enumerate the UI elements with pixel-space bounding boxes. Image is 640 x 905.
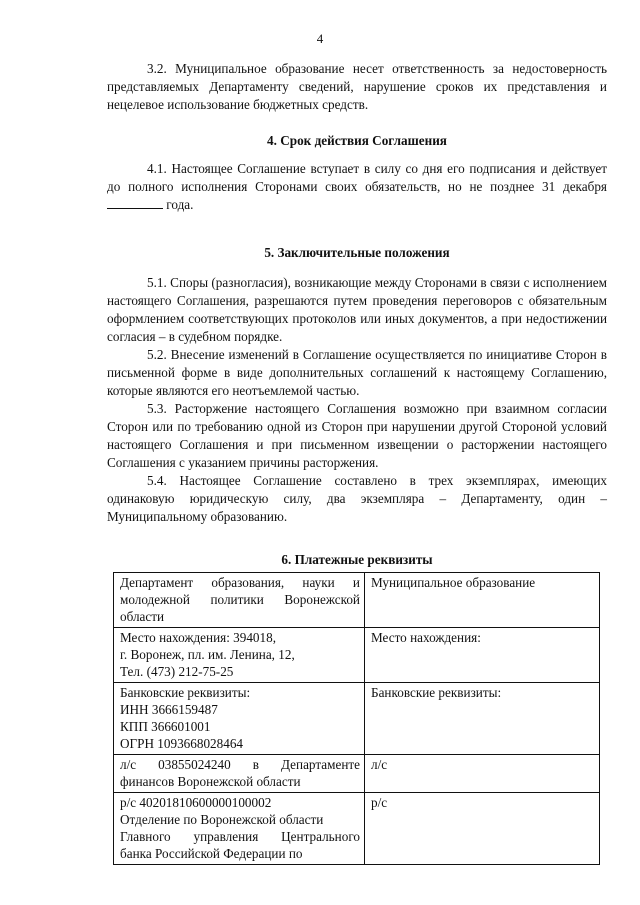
- municipality-settlement-cell: [365, 793, 600, 865]
- personal-account-line-2: финансов Воронежской области: [120, 774, 301, 789]
- municipality-address-cell: [365, 628, 600, 683]
- department-name-line-3: области: [120, 609, 165, 624]
- table-row: [114, 793, 600, 865]
- bank-details-label: Банковские реквизиты:: [120, 685, 251, 700]
- department-settlement-cell: [114, 793, 365, 865]
- address-line-2: г. Воронеж, пл. им. Ленина, 12,: [120, 647, 295, 662]
- table-row: [114, 573, 600, 628]
- section-5-title: 5. Заключительные положения: [264, 245, 450, 260]
- department-address-cell: [114, 628, 365, 683]
- municipality-account-label: л/с: [371, 757, 388, 772]
- municipality-name: Муниципальное образование: [371, 575, 536, 590]
- paragraph-5-2: 5.2. Внесение изменений в Соглашение осуществляется по инициативе Сторон в письменной форме в виде дополнительных соглашений к настоящему Соглашению, которые являются его неотъемлемой частью.: [107, 347, 607, 398]
- payment-details-table: [113, 572, 600, 865]
- inn-line: ИНН 3666159487: [120, 702, 218, 717]
- phone-line: Тел. (473) 212-75-25: [120, 664, 234, 679]
- section-4-title: 4. Срок действия Соглашения: [267, 133, 447, 148]
- page-number: 4: [316, 31, 324, 46]
- paragraph-3-2: 3.2. Муниципальное образование несет ответственность за недостоверность представляемых Департаменту сведений, нарушение сроков их представления и нецелевое использование бюджетных средств.: [107, 61, 607, 112]
- municipality-account-cell: [365, 755, 600, 793]
- paragraph-4-1-text: 4.1. Настоящее Соглашение вступает в силу со дня его подписания и действует до полного исполнения Сторонами своих обязательств, но не позднее 31 декабря: [107, 161, 607, 194]
- personal-account-line-1: л/с 03855024240 в Департаменте: [120, 757, 360, 772]
- bank-branch-line-3: банка Российской Федерации по: [120, 846, 303, 861]
- paragraph-4-1: [107, 160, 607, 214]
- year-blank: [107, 196, 163, 209]
- bank-branch-line-1: Отделение по Воронежской области: [120, 812, 324, 827]
- paragraph-4-1-end: года.: [166, 197, 194, 212]
- table-row: [114, 755, 600, 793]
- department-name-cell: [114, 573, 365, 628]
- municipality-bank-label: Банковские реквизиты:: [371, 685, 502, 700]
- bank-branch-line-2: Главного управления Центрального: [120, 829, 360, 844]
- address-line-1: Место нахождения: 394018,: [120, 630, 277, 645]
- ogrn-line: ОГРН 1093668028464: [120, 736, 244, 751]
- municipality-settlement-label: р/с: [371, 795, 388, 810]
- department-name-line-2: молодежной политики Воронежской: [120, 592, 360, 607]
- kpp-line: КПП 366601001: [120, 719, 211, 734]
- department-account-cell: [114, 755, 365, 793]
- paragraph-5-4: 5.4. Настоящее Соглашение составлено в трех экземплярах, имеющих одинаковую юридическую силу, два экземпляра – Департаменту, один – Муниципальному образованию.: [107, 473, 607, 524]
- settlement-account-line: р/с 40201810600000100002: [120, 795, 272, 810]
- municipality-address-label: Место нахождения:: [371, 630, 481, 645]
- department-name-line-1: Департамент образования, науки и: [120, 575, 360, 590]
- paragraph-5-3: 5.3. Расторжение настоящего Соглашения возможно при взаимном согласии Сторон или по требованию одной из Сторон при нарушении другой Стороной условий настоящего Соглашения и при письменном извещении о расторжении настоящего Соглашения с указанием причины расторжения.: [107, 401, 607, 470]
- municipality-bank-cell: [365, 683, 600, 755]
- table-row: [114, 683, 600, 755]
- table-row: [114, 628, 600, 683]
- section-6-title: 6. Платежные реквизиты: [281, 552, 433, 567]
- department-bank-cell: [114, 683, 365, 755]
- municipality-name-cell: [365, 573, 600, 628]
- document-body: [107, 60, 607, 865]
- paragraph-5-1: 5.1. Споры (разногласия), возникающие между Сторонами в связи с исполнением настоящего Соглашения, разрешаются путем проведения переговоров с обязательным оформлением соответствующих протоколов или иных документов, а при недостижении согласия – в судебном порядке.: [107, 275, 607, 344]
